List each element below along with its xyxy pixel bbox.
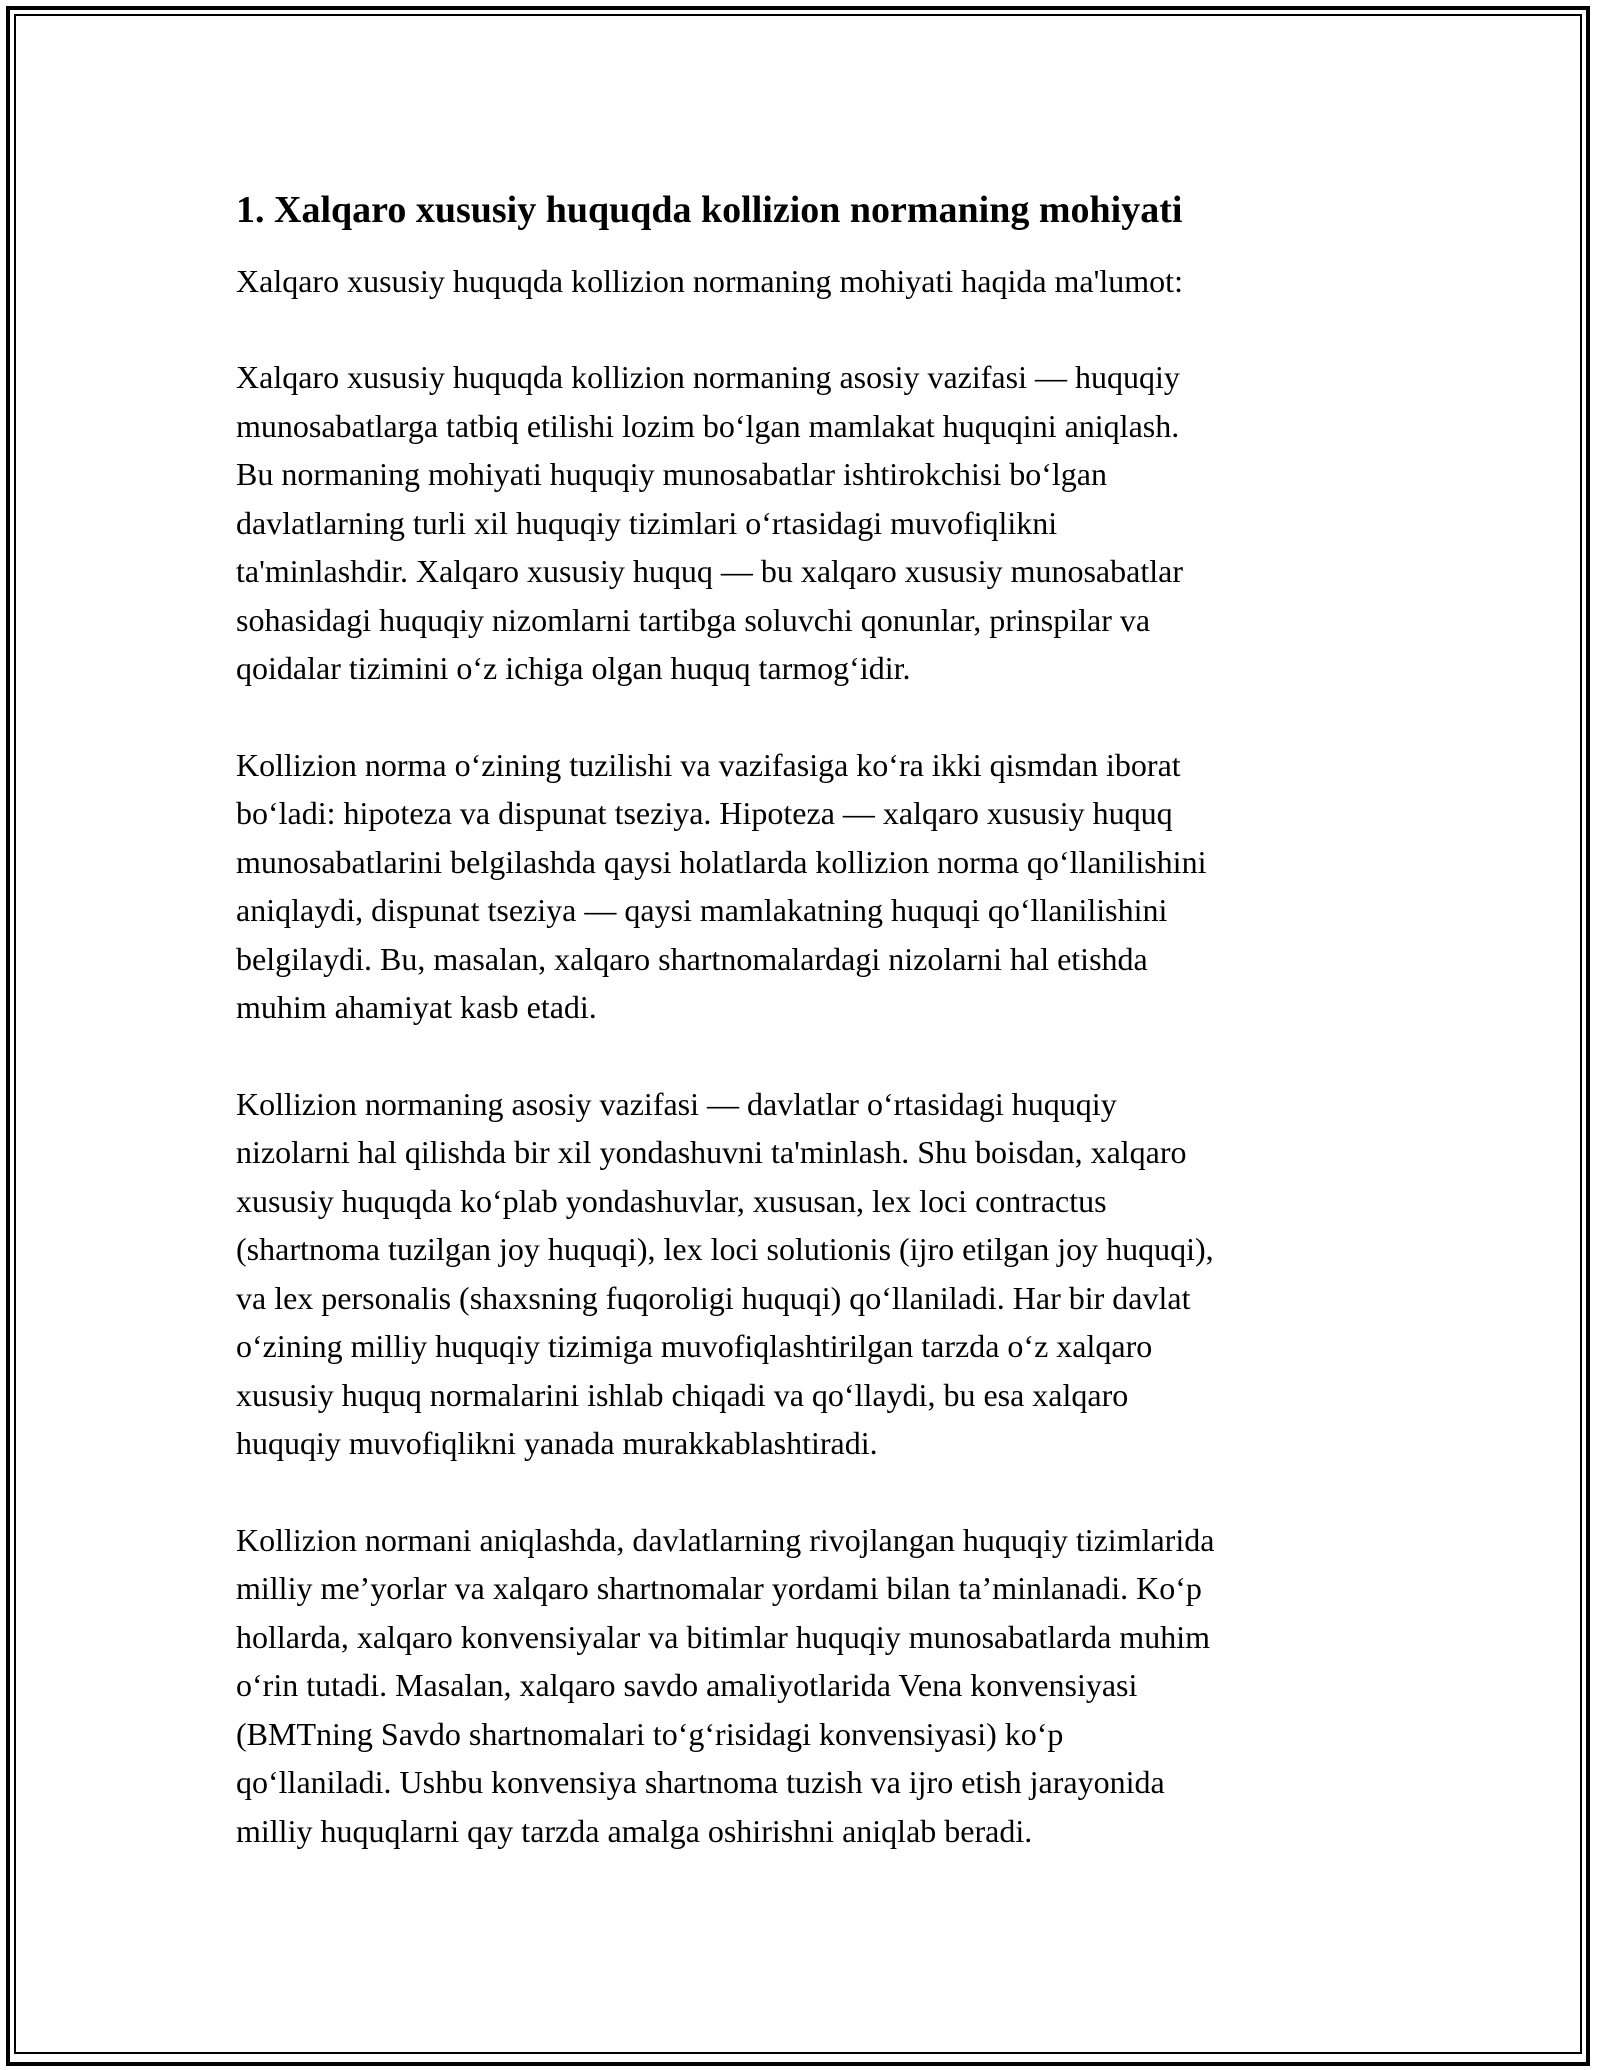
paragraph-line: (BMTning Savdo shartnomalari toʻgʻrisidagi konvensiyasi) koʻp — [236, 1715, 1064, 1752]
paragraph-line: Kollizion normaning asosiy vazifasi — davlatlar oʻrtasidagi huquqiy — [236, 1085, 1117, 1122]
paragraph-line: (shartnoma tuzilgan joy huquqi), lex loci solutionis (ijro etilgan joy huquqi), — [236, 1231, 1214, 1267]
paragraph-line: Bu normaning mohiyati huquqiy munosabatlar ishtirokchisi boʻlgan — [236, 456, 1107, 492]
page-title: 1. Xalqaro xususiy huquqda kollizion normaning mohiyati — [236, 189, 1183, 231]
paragraph-2 — [236, 741, 1366, 1032]
paragraph-3 — [236, 1080, 1366, 1468]
paragraph-line: muhim ahamiyat kasb etadi. — [236, 989, 597, 1025]
paragraph-line: sohasidagi huquqiy nizomlarni tartibga soluvchi qonunlar, prinspilar va — [236, 601, 1151, 638]
intro-text: Xalqaro xususiy huquqda kollizion normaning mohiyati haqida ma'lumot: — [236, 263, 1183, 299]
paragraph-line: milliy huquqlarni qay tarzda amalga oshirishni aniqlab beradi. — [236, 1812, 1033, 1849]
paragraph-line: Xalqaro xususiy huquqda kollizion normaning asosiy vazifasi — huquqiy — [236, 359, 1180, 395]
paragraph-line: va lex personalis (shaxsning fuqoroligi huquqi) qoʻllaniladi. Har bir davlat — [236, 1279, 1191, 1316]
paragraph-line: milliy me’yorlar va xalqaro shartnomalar yordami bilan ta’minlanadi. Koʻp — [236, 1570, 1202, 1606]
paragraph-line: oʻrin tutadi. Masalan, xalqaro savdo amaliyotlarida Vena konvensiyasi — [236, 1667, 1138, 1703]
paragraph-line: hollarda, xalqaro konvensiyalar va bitimlar huquqiy munosabatlarda muhim — [236, 1618, 1210, 1655]
paragraph-line: oʻzining milliy huquqiy tizimiga muvofiqlashtirilgan tarzda oʻz xalqaro — [236, 1328, 1153, 1364]
paragraph-line: munosabatlarga tatbiq etilishi lozim boʻlgan mamlakat huquqini aniqlash. — [236, 407, 1180, 444]
paragraph-line: belgilaydi. Bu, masalan, xalqaro shartnomalardagi nizolarni hal etishda — [236, 940, 1148, 977]
paragraph-line: Kollizion normani aniqlashda, davlatlarning rivojlangan huquqiy tizimlarida — [236, 1521, 1215, 1558]
paragraph-line: qoʻllaniladi. Ushbu konvensiya shartnoma tuzish va ijro etish jarayonida — [236, 1764, 1165, 1800]
paragraph-line: qoidalar tizimini oʻz ichiga olgan huquq tarmogʻidir. — [236, 650, 911, 686]
paragraph-line: ta'minlashdir. Xalqaro xususiy huquq — bu xalqaro xususiy munosabatlar — [236, 553, 1183, 589]
paragraph-4 — [236, 1516, 1366, 1856]
paragraph-line: munosabatlarini belgilashda qaysi holatlarda kollizion norma qoʻllanilishini — [236, 843, 1207, 880]
paragraph-line: huquqiy muvofiqlikni yanada murakkablashtiradi. — [236, 1425, 878, 1461]
paragraph-1 — [236, 353, 1366, 693]
paragraph-line: nizolarni hal qilishda bir xil yondashuvni ta'minlash. Shu boisdan, xalqaro — [236, 1134, 1187, 1170]
paragraph-line: xususiy huquq normalarini ishlab chiqadi va qoʻllaydi, bu esa xalqaro — [236, 1376, 1129, 1413]
paragraph-line: boʻladi: hipoteza va dispunat tseziya. Hipoteza — xalqaro xususiy huquq — [236, 795, 1173, 831]
paragraph-line: davlatlarning turli xil huquqiy tizimlari oʻrtasidagi muvofiqlikni — [236, 504, 1058, 541]
paragraph-line: Kollizion norma oʻzining tuzilishi va vazifasiga koʻra ikki qismdan iborat — [236, 746, 1181, 783]
paragraph-line: xususiy huquqda koʻplab yondashuvlar, xususan, lex loci contractus — [236, 1182, 1107, 1219]
paragraph-line: aniqlaydi, dispunat tseziya — qaysi mamlakatning huquqi qoʻllanilishini — [236, 892, 1168, 928]
document-body — [236, 186, 1366, 1855]
